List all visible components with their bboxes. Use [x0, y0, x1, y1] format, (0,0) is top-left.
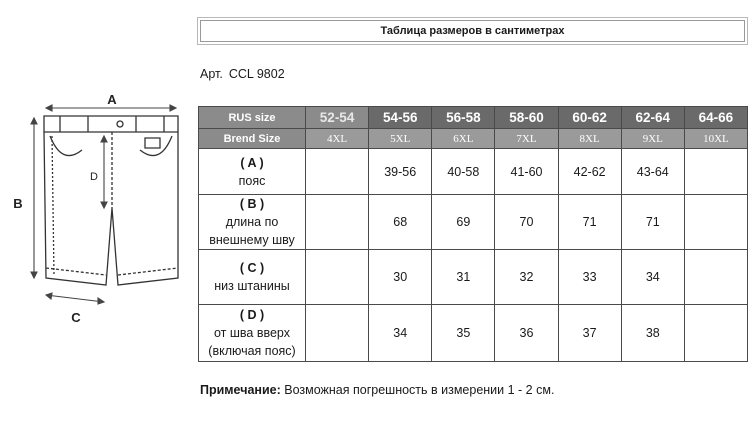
- diagram-label-c: C: [71, 310, 81, 325]
- note-text: Возможная погрешность в измерении 1 - 2 см.: [284, 383, 555, 397]
- diagram-label-a: A: [107, 92, 117, 107]
- table-cell: 36: [495, 305, 558, 362]
- table-cell: 35: [432, 305, 495, 362]
- row-name: длина по внешнему шву: [209, 215, 295, 247]
- row-code: ( A ): [240, 155, 264, 170]
- table-row: [199, 195, 748, 250]
- table-cell: 39-56: [369, 149, 432, 195]
- row-code: ( D ): [239, 308, 265, 322]
- brend-size-cell: 4XL: [306, 129, 369, 149]
- diagram-label-d: D: [90, 171, 98, 183]
- table-cell: 34: [621, 250, 684, 305]
- page-title: Таблица размеров в сантиметрах: [200, 20, 745, 42]
- size-table: [198, 106, 748, 362]
- table-cell: 33: [558, 250, 621, 305]
- table-cell: 70: [495, 195, 558, 250]
- table-cell: 42-62: [558, 149, 621, 195]
- table-cell: [306, 250, 369, 305]
- table-cell: 71: [558, 195, 621, 250]
- table-cell: 34: [369, 305, 432, 362]
- rus-size-cell: 62-64: [621, 107, 684, 129]
- table-cell: 43-64: [621, 149, 684, 195]
- table-cell: [684, 250, 747, 305]
- article-line: [200, 67, 291, 81]
- table-cell: 40-58: [432, 149, 495, 195]
- table-cell: [684, 305, 747, 362]
- rus-size-row: [199, 107, 748, 129]
- diagram-label-b: B: [13, 196, 23, 211]
- title-box: [197, 17, 748, 45]
- brend-size-cell: 7XL: [495, 129, 558, 149]
- table-cell: 68: [369, 195, 432, 250]
- row-label: [199, 195, 306, 250]
- brend-size-row: [199, 129, 748, 149]
- brend-size-cell: 10XL: [684, 129, 747, 149]
- row-name: от шва вверх (включая пояс): [208, 326, 296, 358]
- row-name: низ штанины: [214, 279, 290, 293]
- table-cell: 71: [621, 195, 684, 250]
- brend-size-cell: 6XL: [432, 129, 495, 149]
- table-cell: 32: [495, 250, 558, 305]
- row-code: ( C ): [239, 261, 265, 275]
- table-cell: 38: [621, 305, 684, 362]
- table-cell: 31: [432, 250, 495, 305]
- row-name: пояс: [238, 173, 266, 188]
- table-row: [199, 305, 748, 362]
- table-row: [199, 250, 748, 305]
- table-cell: 37: [558, 305, 621, 362]
- rus-size-cell: 52-54: [306, 107, 369, 129]
- table-cell: [684, 195, 747, 250]
- note-label: Примечание:: [200, 383, 281, 397]
- table-cell: 69: [432, 195, 495, 250]
- note: [200, 383, 554, 397]
- brend-size-cell: 9XL: [621, 129, 684, 149]
- rus-size-cell: 60-62: [558, 107, 621, 129]
- row-label: [199, 305, 306, 362]
- brend-size-label: Brend Size: [199, 129, 306, 149]
- table-cell: 41-60: [495, 149, 558, 195]
- table-cell: [306, 195, 369, 250]
- rus-size-cell: 56-58: [432, 107, 495, 129]
- article-code: CCL 9802: [228, 67, 285, 81]
- article-label: Арт.: [200, 67, 223, 81]
- brend-size-cell: 8XL: [558, 129, 621, 149]
- rus-size-cell: 54-56: [369, 107, 432, 129]
- row-label: [199, 250, 306, 305]
- rus-size-cell: 64-66: [684, 107, 747, 129]
- row-code: ( B ): [239, 197, 265, 211]
- row-label: [199, 149, 306, 195]
- table-cell: 30: [369, 250, 432, 305]
- shorts-diagram: [0, 80, 190, 330]
- table-row: [199, 149, 748, 195]
- table-cell: [306, 149, 369, 195]
- brend-size-cell: 5XL: [369, 129, 432, 149]
- rus-size-cell: 58-60: [495, 107, 558, 129]
- table-cell: [684, 149, 747, 195]
- rus-size-label: RUS size: [199, 107, 306, 129]
- table-cell: [306, 305, 369, 362]
